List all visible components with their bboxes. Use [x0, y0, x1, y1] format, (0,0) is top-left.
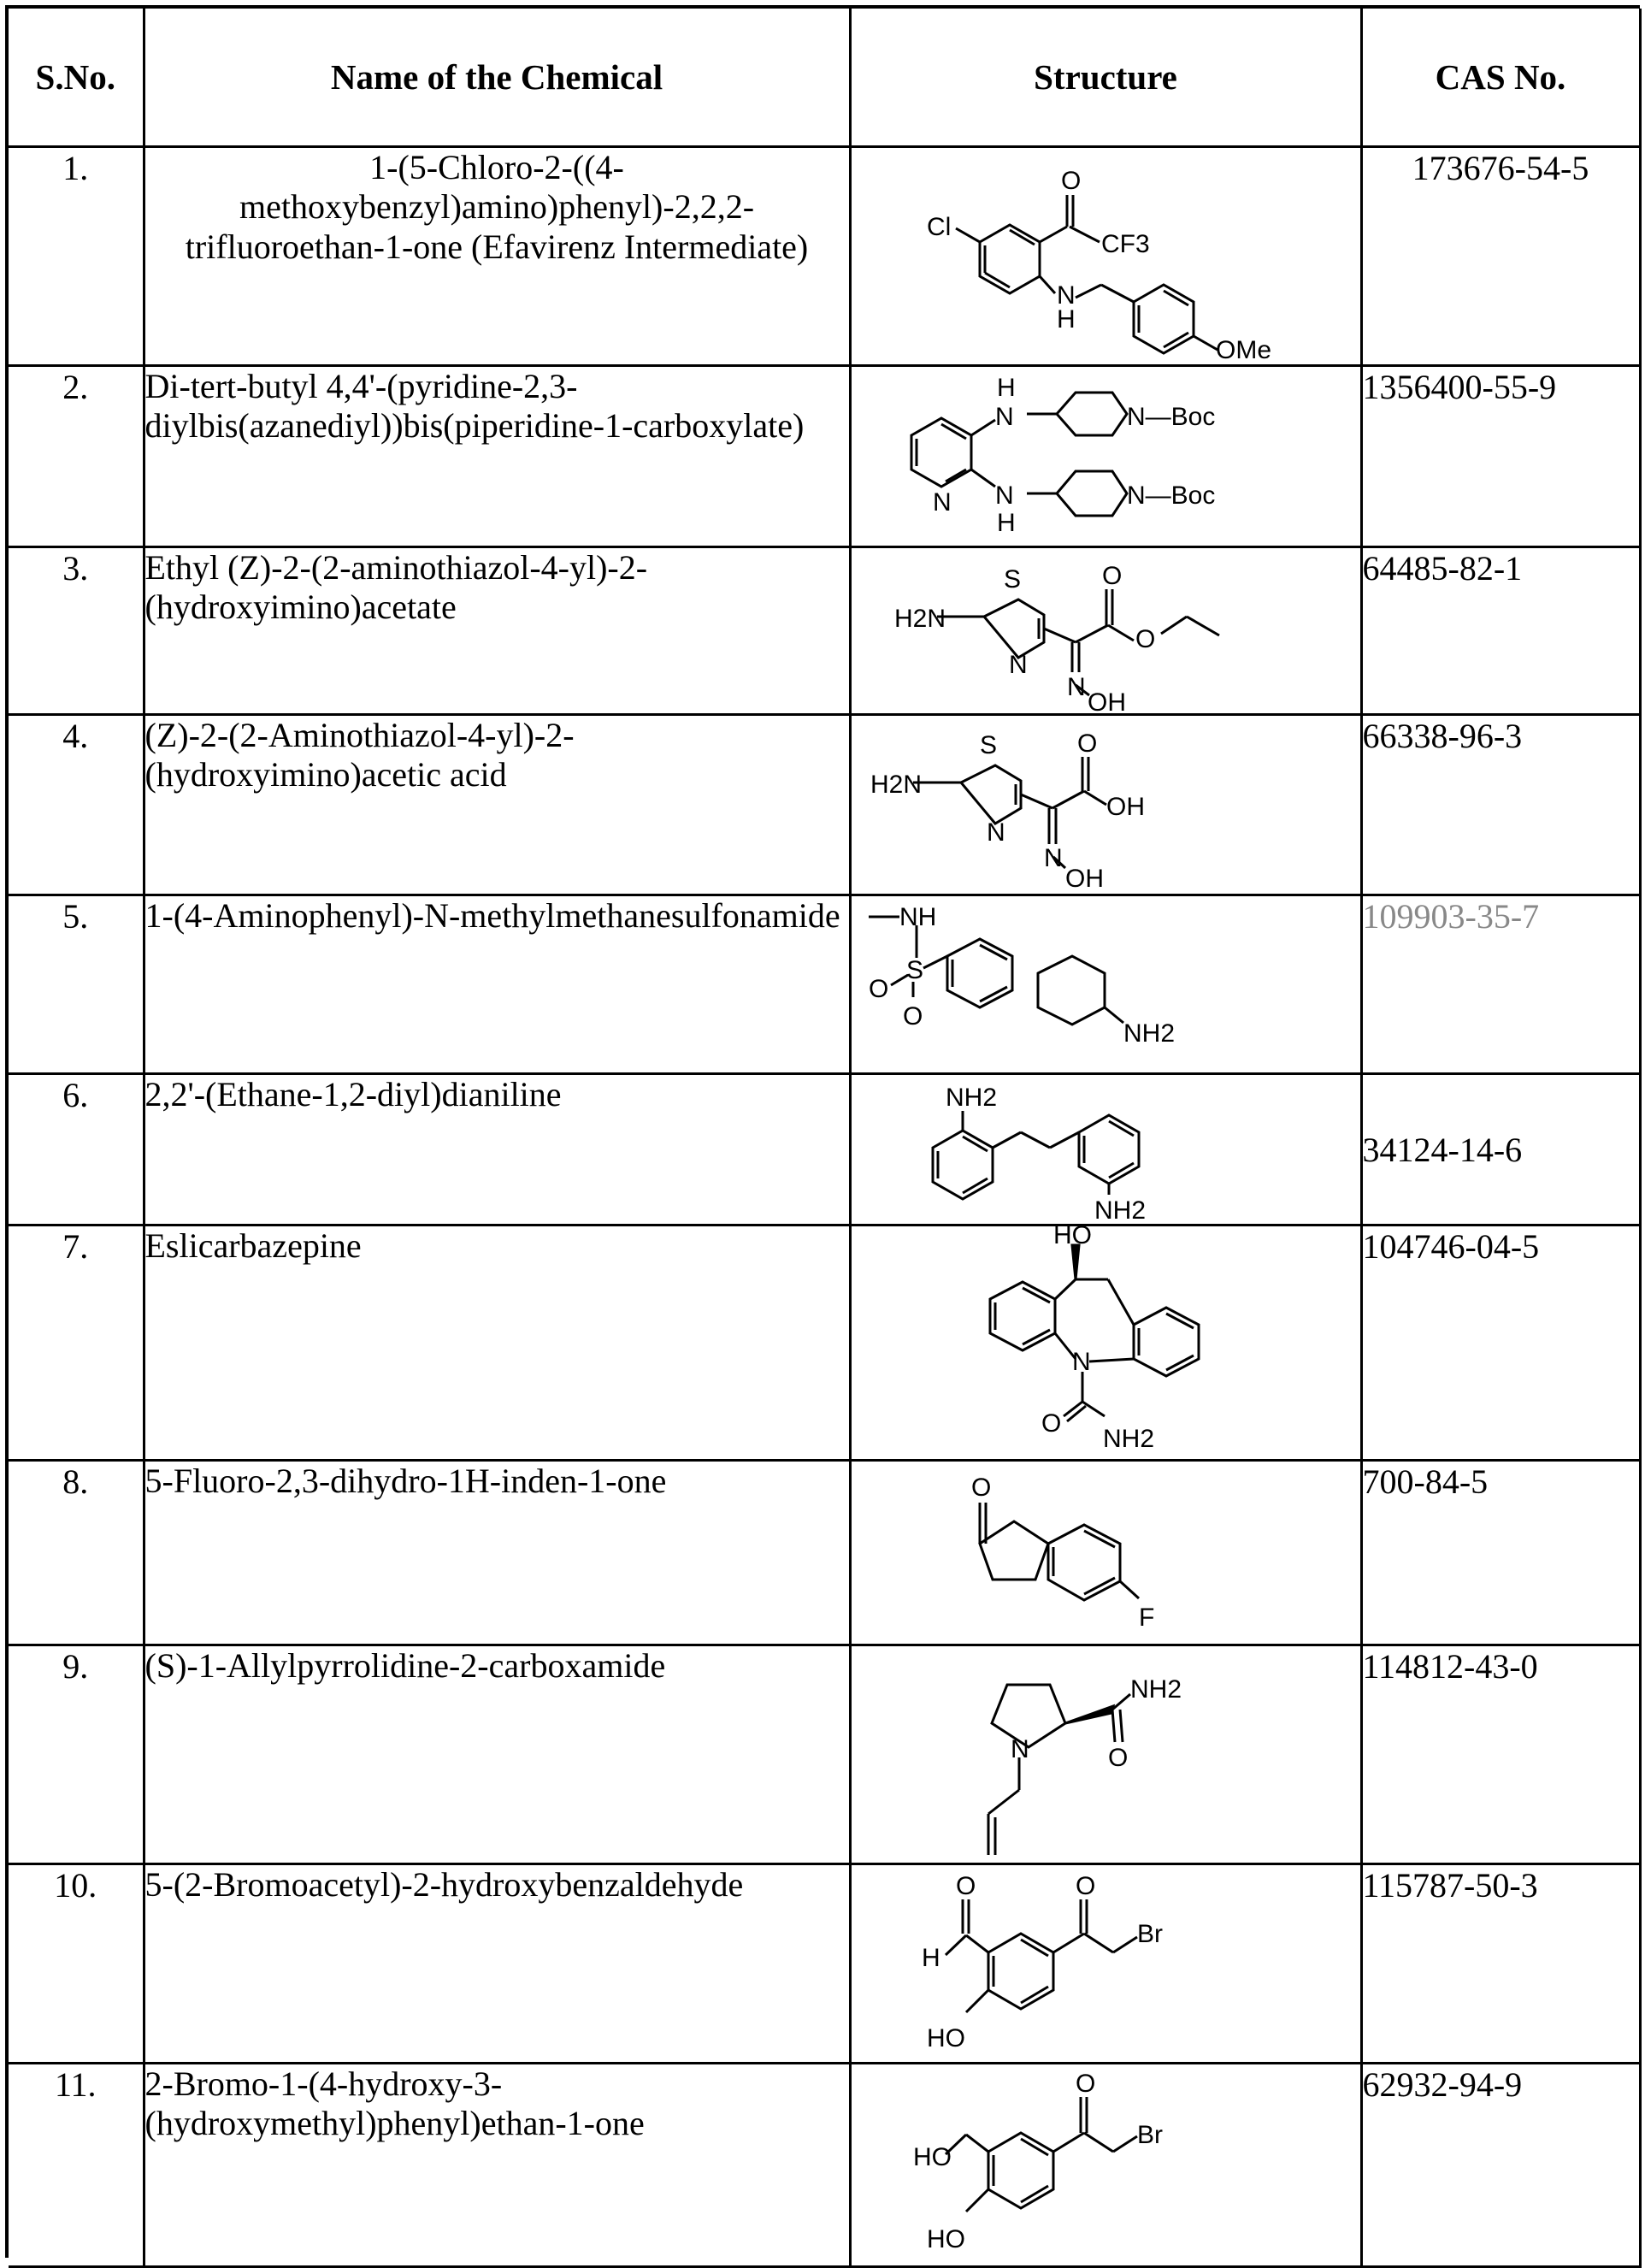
- row-cas-number: 109903-35-7: [1361, 895, 1640, 1074]
- row-cas-number: 115787-50-3: [1361, 1864, 1640, 2064]
- atom-label: O: [1075, 1872, 1095, 1900]
- structure-aminophenyl-methanesulfonamide: [852, 896, 1363, 1072]
- atom-label: HO: [1052, 1226, 1092, 1249]
- atom-label: NH2: [1094, 1196, 1146, 1224]
- structure-cell: [850, 1461, 1361, 1645]
- table-row: [9, 366, 1640, 547]
- atom-label: N: [994, 481, 1014, 510]
- row-chemical-name: Eslicarbazepine: [144, 1226, 850, 1461]
- atom-label: N: [986, 818, 1005, 847]
- structure-cell: [850, 366, 1361, 547]
- row-sno: 4.: [9, 715, 144, 895]
- row-cas-number: 66338-96-3: [1361, 715, 1640, 895]
- structure-bromo-hydroxymethylphenyl-ethanone: [852, 2064, 1363, 2265]
- row-cas-number: 173676-54-5: [1361, 147, 1640, 366]
- atom-label: OMe: [1215, 336, 1271, 364]
- atom-label: Br: [1136, 1920, 1163, 1948]
- structure-cell: [850, 715, 1361, 895]
- atom-label: N: [932, 488, 952, 517]
- atom-label: O: [1075, 2070, 1095, 2098]
- row-sno: 3.: [9, 547, 144, 715]
- atom-label: NH2: [1102, 1425, 1154, 1453]
- structure-cell: [850, 1226, 1361, 1461]
- table-row: [9, 895, 1640, 1074]
- row-sno: 9.: [9, 1645, 144, 1864]
- structure-cell: [850, 1074, 1361, 1226]
- atom-label: OH: [1106, 793, 1145, 821]
- atom-label: O: [1101, 562, 1122, 590]
- row-cas-number: 700-84-5: [1361, 1461, 1640, 1645]
- atom-label: O: [1076, 729, 1097, 758]
- row-chemical-name: Di-tert-butyl 4,4'-(pyridine-2,3-diylbis(azanediyl))bis(piperidine-1-carboxylate): [144, 366, 850, 547]
- atom-label: HO: [926, 2024, 965, 2052]
- atom-label: Br: [1136, 2121, 1163, 2149]
- row-cas-number: 64485-82-1: [1361, 547, 1640, 715]
- row-chemical-name: (Z)-2-(2-Aminothiazol-4-yl)-2-(hydroxyimino)acetic acid: [144, 715, 850, 895]
- atom-label: HO: [926, 2225, 965, 2253]
- structure-fluoro-indanone: [852, 1462, 1363, 1644]
- atom-label: O: [1135, 625, 1155, 653]
- row-sno: 6.: [9, 1074, 144, 1226]
- atom-label: NH2: [945, 1084, 997, 1112]
- table-row: [9, 1461, 1640, 1645]
- atom-label: Cl: [926, 213, 951, 241]
- atom-label: O: [970, 1474, 991, 1502]
- atom-label: S: [979, 731, 997, 759]
- atom-label: O: [1041, 1409, 1061, 1438]
- row-cas-number: 114812-43-0: [1361, 1645, 1640, 1864]
- atom-label: H2N: [870, 771, 922, 799]
- atom-label: N: [1056, 281, 1076, 310]
- atom-label: H: [921, 1944, 940, 1972]
- table-row: [9, 715, 1640, 895]
- structure-aminothiazolyl-acetic-acid: [852, 716, 1363, 894]
- atom-label: HO: [912, 2143, 952, 2171]
- atom-label: CF3: [1100, 230, 1150, 258]
- header-name: Name of the Chemical: [144, 9, 850, 147]
- row-cas-number: 62932-94-9: [1361, 2064, 1640, 2267]
- structure-efavirenz-intermediate: [852, 148, 1363, 364]
- atom-label: H: [1056, 305, 1076, 334]
- atom-label: N: [1010, 1735, 1029, 1763]
- header-sno: S.No.: [9, 9, 144, 147]
- atom-label: O: [902, 1002, 923, 1031]
- row-cas-number: 1356400-55-9: [1361, 366, 1640, 547]
- structure-cell: [850, 1864, 1361, 2064]
- structure-ethyl-aminothiazolyl-acetate: [852, 548, 1363, 713]
- atom-label: S: [1003, 565, 1021, 594]
- table-header-row: [9, 9, 1640, 147]
- table-row: [9, 1645, 1640, 1864]
- atom-label: O: [1107, 1744, 1128, 1772]
- row-sno: 8.: [9, 1461, 144, 1645]
- atom-label: N: [994, 403, 1014, 431]
- row-sno: 5.: [9, 895, 144, 1074]
- atom-label: NH2: [1129, 1675, 1182, 1704]
- structure-cell: [850, 547, 1361, 715]
- row-chemical-name: 1-(5-Chloro-2-((4-methoxybenzyl)amino)phenyl)-2,2,2-trifluoroethan-1-one (Efavirenz Intermediate): [144, 147, 850, 366]
- atom-label: O: [955, 1872, 976, 1900]
- atom-label: OH: [1087, 688, 1126, 713]
- structure-bis-piperidine-pyridine: [852, 367, 1363, 546]
- row-chemical-name: 2,2'-(Ethane-1,2-diyl)dianiline: [144, 1074, 850, 1226]
- structure-cell: [850, 147, 1361, 366]
- row-sno: 1.: [9, 147, 144, 366]
- row-cas-number: 34124-14-6: [1361, 1074, 1640, 1226]
- table-row: [9, 547, 1640, 715]
- atom-label: N: [1066, 673, 1086, 701]
- atom-label: N: [1043, 844, 1063, 872]
- atom-label: S: [905, 956, 923, 984]
- atom-label: N: [1008, 651, 1028, 679]
- row-chemical-name: 1-(4-Aminophenyl)-N-methylmethanesulfonamide: [144, 895, 850, 1074]
- atom-label: NH2: [1123, 1019, 1175, 1048]
- chemical-table: [9, 9, 1642, 2268]
- row-sno: 2.: [9, 366, 144, 547]
- atom-label: H2N: [893, 605, 946, 633]
- atom-label: F: [1138, 1604, 1154, 1632]
- header-structure: Structure: [850, 9, 1361, 147]
- atom-label: N—Boc: [1126, 403, 1215, 431]
- row-chemical-name: 5-(2-Bromoacetyl)-2-hydroxybenzaldehyde: [144, 1864, 850, 2064]
- row-sno: 10.: [9, 1864, 144, 2064]
- structure-allylpyrrolidine-carboxamide: [852, 1646, 1363, 1863]
- atom-label: NH: [899, 903, 936, 931]
- row-sno: 7.: [9, 1226, 144, 1461]
- atom-label: H: [996, 509, 1016, 537]
- structure-eslicarbazepine: [852, 1226, 1363, 1459]
- row-cas-number: 104746-04-5: [1361, 1226, 1640, 1461]
- chemical-table-page: [5, 5, 1640, 2258]
- structure-cell: [850, 895, 1361, 1074]
- atom-label: H: [996, 374, 1016, 402]
- table-row: [9, 1226, 1640, 1461]
- atom-label: O: [1060, 167, 1081, 195]
- row-chemical-name: (S)-1-Allylpyrrolidine-2-carboxamide: [144, 1645, 850, 1864]
- structure-bromoacetyl-hydroxybenzaldehyde: [852, 1865, 1363, 2062]
- atom-label: O: [868, 975, 888, 1003]
- atom-label: N: [1071, 1348, 1091, 1376]
- table-row: [9, 1074, 1640, 1226]
- structure-cell: [850, 2064, 1361, 2267]
- structure-ethane-diyl-dianiline: [852, 1075, 1363, 1224]
- table-row: [9, 2064, 1640, 2267]
- atom-label: OH: [1064, 865, 1104, 893]
- atom-label: N—Boc: [1126, 481, 1215, 510]
- row-chemical-name: Ethyl (Z)-2-(2-aminothiazol-4-yl)-2-(hydroxyimino)acetate: [144, 547, 850, 715]
- row-chemical-name: 2-Bromo-1-(4-hydroxy-3-(hydroxymethyl)phenyl)ethan-1-one: [144, 2064, 850, 2267]
- structure-cell: [850, 1645, 1361, 1864]
- header-cas: CAS No.: [1361, 9, 1640, 147]
- row-sno: 11.: [9, 2064, 144, 2267]
- row-chemical-name: 5-Fluoro-2,3-dihydro-1H-inden-1-one: [144, 1461, 850, 1645]
- table-row: [9, 147, 1640, 366]
- table-row: [9, 1864, 1640, 2064]
